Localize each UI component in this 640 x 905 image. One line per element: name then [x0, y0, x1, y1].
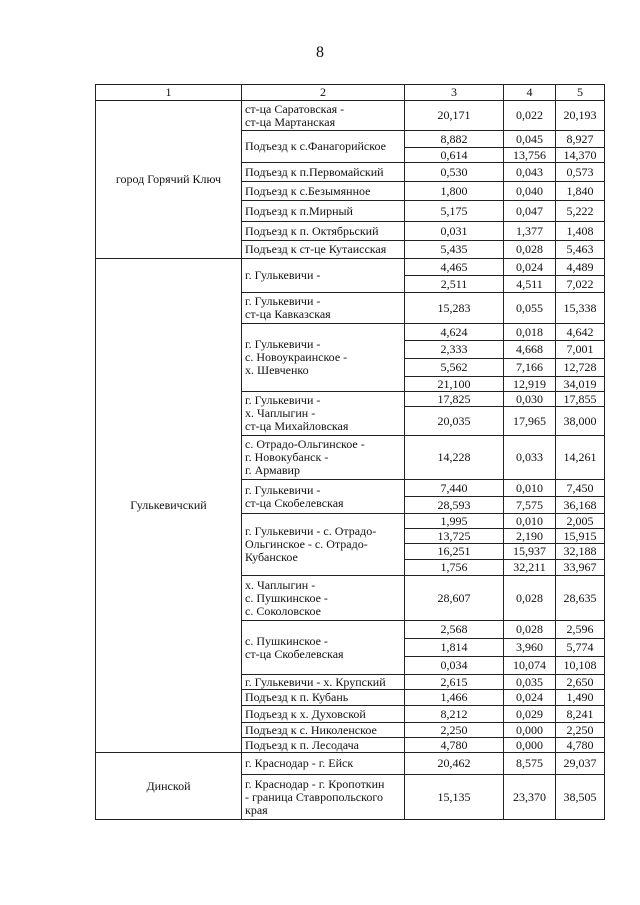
value-cell-v3: 13,725	[405, 529, 504, 544]
value-cell-v3: 2,511	[405, 276, 504, 293]
road-name-line: Подъезд к п.Мирный	[245, 203, 353, 218]
value-cell-v5: 1,490	[556, 690, 605, 706]
value-cell-v3: 17,825	[405, 392, 504, 407]
road-name-line: г. Краснодар - г. Кропоткин	[245, 776, 385, 791]
value-cell-v3: 5,435	[405, 241, 504, 259]
value-cell-v5: 10,108	[556, 657, 605, 675]
value-cell-v4: 0,040	[504, 182, 556, 201]
value-cell-v3: 15,135	[405, 775, 504, 820]
road-name-line: г. Гулькевичи - х. Крупский	[245, 674, 386, 689]
value-cell-v4: 0,024	[504, 690, 556, 706]
road-name-line: г. Гулькевичи -	[245, 268, 321, 282]
road-cell	[242, 324, 405, 392]
value-cell-v3: 1,756	[405, 560, 504, 576]
value-cell-v4: 4,511	[504, 276, 556, 293]
value-cell-v3: 4,624	[405, 324, 504, 341]
value-cell-v3: 1,800	[405, 182, 504, 201]
header-cell: 1	[96, 85, 242, 101]
road-cell	[242, 201, 405, 222]
value-cell-v5: 12,728	[556, 359, 605, 377]
value-cell-v3: 15,283	[405, 293, 504, 324]
value-cell-v5: 8,927	[556, 131, 605, 148]
road-cell	[242, 753, 405, 775]
value-cell-v4: 0,010	[504, 514, 556, 529]
value-cell-v5: 38,505	[556, 775, 605, 820]
road-name-line: г. Гулькевичи -	[245, 482, 321, 497]
road-cell	[242, 241, 405, 259]
value-cell-v4: 0,024	[504, 259, 556, 276]
road-cell	[242, 480, 405, 514]
road-cell	[242, 392, 405, 436]
road-name-line: Кубанское	[245, 550, 298, 564]
value-cell-v4: 2,190	[504, 529, 556, 544]
value-cell-v3: 2,615	[405, 675, 504, 690]
value-cell-v4: 0,018	[504, 324, 556, 341]
value-cell-v4: 7,575	[504, 497, 556, 514]
value-cell-v5: 2,005	[556, 514, 605, 529]
value-cell-v4: 0,029	[504, 706, 556, 723]
value-cell-v5: 4,780	[556, 738, 605, 753]
value-cell-v4: 0,035	[504, 675, 556, 690]
value-cell-v3: 20,035	[405, 407, 504, 436]
road-cell	[242, 690, 405, 706]
value-cell-v4: 10,074	[504, 657, 556, 675]
value-cell-v5: 15,915	[556, 529, 605, 544]
value-cell-v4: 8,575	[504, 753, 556, 775]
value-cell-v3: 2,333	[405, 341, 504, 359]
road-cell	[242, 775, 405, 820]
value-cell-v3: 1,995	[405, 514, 504, 529]
value-cell-v3: 7,440	[405, 480, 504, 497]
header-cell: 3	[405, 85, 504, 101]
road-name-line: г. Новокубанск -	[245, 450, 329, 464]
value-cell-v5: 29,037	[556, 753, 605, 775]
value-cell-v3: 0,031	[405, 222, 504, 241]
value-cell-v4: 0,045	[504, 131, 556, 148]
road-name-line: Подъезд к с.Безымянное	[245, 183, 371, 198]
value-cell-v5: 7,450	[556, 480, 605, 497]
value-cell-v3: 28,607	[405, 576, 504, 621]
value-cell-v4: 0,000	[504, 738, 556, 753]
road-name-line: ст-ца Михайловская	[245, 419, 349, 433]
road-cell	[242, 621, 405, 675]
value-cell-v4: 0,033	[504, 436, 556, 480]
road-name-line: Подъезд к п. Октябрьский	[245, 223, 379, 238]
header-cell: 4	[504, 85, 556, 101]
road-cell	[242, 101, 405, 131]
value-cell-v5: 4,642	[556, 324, 605, 341]
value-cell-v4: 23,370	[504, 775, 556, 820]
road-name-line: с. Отрадо-Ольгинское -	[245, 437, 365, 451]
value-cell-v5: 1,840	[556, 182, 605, 201]
value-cell-v4: 0,028	[504, 576, 556, 621]
value-cell-v3: 2,568	[405, 621, 504, 639]
road-name-line: г. Гулькевичи - с. Отрадо-	[245, 524, 377, 538]
road-cell	[242, 163, 405, 182]
road-cell	[242, 293, 405, 324]
district-cell: Гулькевичский	[96, 259, 242, 753]
road-name-line: с. Пушкинское -	[245, 590, 328, 605]
value-cell-v3: 4,780	[405, 738, 504, 753]
road-cell	[242, 706, 405, 723]
road-cell	[242, 222, 405, 241]
road-cell	[242, 182, 405, 201]
value-cell-v5: 32,188	[556, 544, 605, 560]
road-name-line: г. Гулькевичи -	[245, 337, 321, 351]
road-name-line: х. Шевченко	[245, 363, 309, 377]
value-cell-v3: 20,171	[405, 101, 504, 131]
table-row	[96, 101, 605, 131]
road-name-line: ст-ца Мартанская	[245, 114, 336, 129]
road-name-line: края	[245, 802, 268, 817]
value-cell-v4: 13,756	[504, 148, 556, 163]
value-cell-v3: 21,100	[405, 377, 504, 392]
road-name-line: с. Соколовское	[245, 603, 321, 618]
road-name-line: ст-ца Скобелевская	[245, 495, 344, 510]
value-cell-v4: 0,000	[504, 723, 556, 738]
value-cell-v5: 4,489	[556, 259, 605, 276]
value-cell-v4: 0,055	[504, 293, 556, 324]
value-cell-v4: 1,377	[504, 222, 556, 241]
road-cell	[242, 738, 405, 753]
road-name-line: Ольгинское - с. Отрадо-	[245, 537, 368, 551]
road-name-line: Подъезд к п.Первомайский	[245, 164, 384, 179]
road-name-line: г. Армавир	[245, 463, 300, 477]
value-cell-v3: 20,462	[405, 753, 504, 775]
district-cell: город Горячий Ключ	[96, 101, 242, 259]
value-cell-v5: 36,168	[556, 497, 605, 514]
value-cell-v5: 34,019	[556, 377, 605, 392]
value-cell-v5: 8,241	[556, 706, 605, 723]
header-cell: 2	[242, 85, 405, 101]
value-cell-v4: 0,043	[504, 163, 556, 182]
value-cell-v4: 0,028	[504, 621, 556, 639]
value-cell-v5: 28,635	[556, 576, 605, 621]
value-cell-v5: 2,250	[556, 723, 605, 738]
road-name-line: г. Гулькевичи -	[245, 294, 321, 308]
district-cell: Динской	[96, 753, 242, 820]
road-name-line: Подъезд к п. Лесодача	[245, 737, 359, 752]
value-cell-v5: 7,022	[556, 276, 605, 293]
value-cell-v4: 12,919	[504, 377, 556, 392]
road-name-line: х. Чаплыгин -	[245, 577, 316, 592]
value-cell-v3: 5,175	[405, 201, 504, 222]
road-name-line: х. Чаплыгин -	[245, 406, 316, 420]
roads-table	[95, 84, 605, 820]
road-name-line: Подъезд к с.Фанагорийское	[245, 139, 386, 153]
value-cell-v4: 0,010	[504, 480, 556, 497]
value-cell-v5: 1,408	[556, 222, 605, 241]
value-cell-v5: 5,774	[556, 639, 605, 657]
value-cell-v5: 14,261	[556, 436, 605, 480]
road-name-line: Подъезд к с. Николенское	[245, 722, 377, 737]
value-cell-v3: 14,228	[405, 436, 504, 480]
value-cell-v3: 0,530	[405, 163, 504, 182]
value-cell-v5: 5,463	[556, 241, 605, 259]
road-name-line: ст-ца Саратовская -	[245, 101, 345, 116]
value-cell-v3: 2,250	[405, 723, 504, 738]
value-cell-v5: 17,855	[556, 392, 605, 407]
value-cell-v4: 3,960	[504, 639, 556, 657]
road-name-line: г. Краснодар - г. Ейск	[245, 756, 354, 770]
road-cell	[242, 131, 405, 163]
value-cell-v3: 16,251	[405, 544, 504, 560]
value-cell-v4: 0,028	[504, 241, 556, 259]
table-row	[96, 753, 605, 775]
header-row	[96, 85, 605, 101]
road-name-line: Подъезд к х. Духовской	[245, 706, 366, 721]
header-cell: 5	[556, 85, 605, 101]
value-cell-v3: 0,034	[405, 657, 504, 675]
value-cell-v3: 8,212	[405, 706, 504, 723]
value-cell-v5: 2,596	[556, 621, 605, 639]
value-cell-v4: 0,022	[504, 101, 556, 131]
value-cell-v4: 15,937	[504, 544, 556, 560]
road-name-line: г. Гулькевичи -	[245, 393, 321, 407]
value-cell-v4: 4,668	[504, 341, 556, 359]
value-cell-v3: 1,814	[405, 639, 504, 657]
value-cell-v5: 15,338	[556, 293, 605, 324]
page-number: 8	[316, 44, 324, 61]
value-cell-v5: 14,370	[556, 148, 605, 163]
value-cell-v4: 7,166	[504, 359, 556, 377]
road-cell	[242, 723, 405, 738]
value-cell-v4: 17,965	[504, 407, 556, 436]
value-cell-v3: 5,562	[405, 359, 504, 377]
value-cell-v3: 1,466	[405, 690, 504, 706]
value-cell-v3: 0,614	[405, 148, 504, 163]
value-cell-v4: 0,030	[504, 392, 556, 407]
road-name-line: Подъезд к п. Кубань	[245, 690, 349, 704]
road-cell	[242, 436, 405, 480]
value-cell-v5: 5,222	[556, 201, 605, 222]
road-name-line: ст-ца Скобелевская	[245, 646, 344, 661]
road-name-line: с. Новоукраинское -	[245, 350, 348, 364]
value-cell-v4: 32,211	[504, 560, 556, 576]
value-cell-v5: 38,000	[556, 407, 605, 436]
road-cell	[242, 675, 405, 690]
value-cell-v5: 2,650	[556, 675, 605, 690]
road-name-line: - граница Ставропольского	[245, 789, 383, 804]
road-cell	[242, 514, 405, 576]
value-cell-v3: 28,593	[405, 497, 504, 514]
value-cell-v5: 7,001	[556, 341, 605, 359]
value-cell-v3: 8,882	[405, 131, 504, 148]
road-cell	[242, 576, 405, 621]
table-row	[96, 259, 605, 276]
value-cell-v3: 4,465	[405, 259, 504, 276]
value-cell-v5: 0,573	[556, 163, 605, 182]
road-name-line: с. Пушкинское -	[245, 633, 328, 648]
value-cell-v5: 20,193	[556, 101, 605, 131]
road-name-line: Подъезд к ст-це Кутаисская	[245, 242, 387, 256]
value-cell-v4: 0,047	[504, 201, 556, 222]
road-name-line: ст-ца Кавказская	[245, 307, 331, 321]
value-cell-v5: 33,967	[556, 560, 605, 576]
road-cell	[242, 259, 405, 293]
